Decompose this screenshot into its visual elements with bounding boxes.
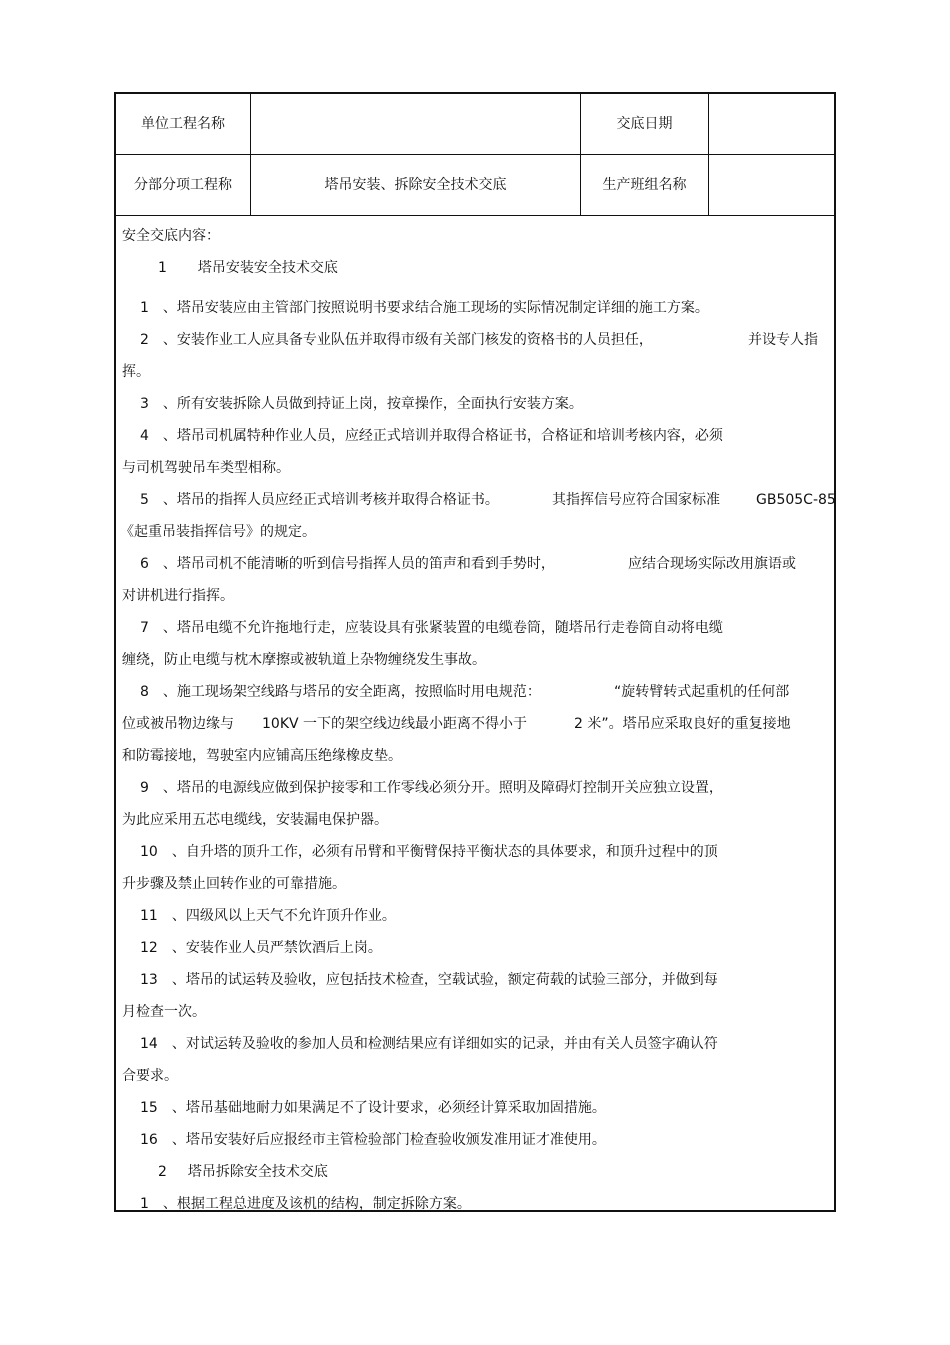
list-item: 4 、塔吊司机属特种作业人员，应经正式培训并取得合格证书，合格证和培训考核内容，必须 bbox=[140, 428, 723, 444]
list-item: 2 米”。塔吊应采取良好的重复接地 bbox=[574, 716, 791, 732]
list-item: 2 、安装作业工人应具备专业队伍并取得市级有关部门核发的资格书的人员担任， bbox=[140, 332, 653, 348]
list-item: 对讲机进行指挥。 bbox=[122, 588, 234, 604]
list-item: 其指挥信号应符合国家标准 bbox=[552, 492, 720, 508]
section-1-heading bbox=[158, 258, 338, 278]
list-item: 缠绕，防止电缆与枕木摩擦或被轨道上杂物缠绕发生事故。 bbox=[122, 652, 486, 668]
list-item: 合要求。 bbox=[122, 1068, 178, 1084]
date-value bbox=[709, 94, 836, 154]
list-item: 挥。 bbox=[122, 364, 150, 380]
list-item: 6 、塔吊司机不能清晰的听到信号指挥人员的笛声和看到手势时， bbox=[140, 556, 555, 572]
unit-project-label: 单位工程名称 bbox=[141, 116, 225, 132]
list-item: 12 、安装作业人员严禁饮酒后上岗。 bbox=[140, 940, 382, 956]
list-item: 8 、施工现场架空线路与塔吊的安全距离，按照临时用电规范： bbox=[140, 684, 541, 700]
list-item: 升步骤及禁止回转作业的可靠措施。 bbox=[122, 876, 346, 892]
list-item: “旋转臂转式起重机的任何部 bbox=[614, 684, 790, 700]
list-item: 13 、塔吊的试运转及验收，应包括技术检查，空载试验，额定荷载的试验三部分，并做到每 bbox=[140, 972, 718, 988]
sub-project-label: 分部分项工程称 bbox=[134, 177, 232, 193]
list-item: 10 、自升塔的顶升工作，必须有吊臂和平衡臂保持平衡状态的具体要求，和顶升过程中的顶 bbox=[140, 844, 718, 860]
section-1-number: 1 bbox=[158, 260, 167, 276]
list-item: 9 、塔吊的电源线应做到保护接零和工作零线必须分开。照明及障碍灯控制开关应独立设置， bbox=[140, 780, 723, 796]
content-intro: 安全交底内容： bbox=[122, 228, 220, 244]
list-item: 1 、根据工程总进度及该机的结构，制定拆除方案。 bbox=[140, 1196, 471, 1212]
row-divider bbox=[116, 215, 834, 216]
list-item: 11 、四级风以上天气不允许顶升作业。 bbox=[140, 908, 396, 924]
list-item: 15 、塔吊基础地耐力如果满足不了设计要求，必须经计算采取加固措施。 bbox=[140, 1100, 606, 1116]
list-item: 与司机驾驶吊车类型相称。 bbox=[122, 460, 290, 476]
list-item: 《起重吊装指挥信号》的规定。 bbox=[120, 524, 316, 540]
section-2-heading bbox=[158, 1162, 328, 1182]
list-item: 3 、所有安装拆除人员做到持证上岗，按章操作，全面执行安装方案。 bbox=[140, 396, 583, 412]
section-2-title: 塔吊拆除安全技术交底 bbox=[187, 1164, 328, 1180]
list-item: 应结合现场实际改用旗语或 bbox=[628, 556, 796, 572]
list-item: 并设专人指 bbox=[748, 332, 818, 348]
unit-project-value bbox=[251, 94, 580, 154]
list-item: 10KV 一下的架空线边线最小距离不得小于 bbox=[262, 716, 528, 732]
section-1-title: 塔吊安装安全技术交底 bbox=[197, 260, 338, 276]
date-label: 交底日期 bbox=[616, 116, 673, 132]
list-item: 1 、塔吊安装应由主管部门按照说明书要求结合施工现场的实际情况制定详细的施工方案。 bbox=[140, 300, 709, 316]
list-item: 和防霉接地，驾驶室内应铺高压绝缘橡皮垫。 bbox=[122, 748, 402, 764]
list-item: 为此应采用五芯电缆线，安装漏电保护器。 bbox=[122, 812, 388, 828]
section-2-number: 2 bbox=[158, 1164, 167, 1180]
disclosure-form bbox=[114, 92, 836, 1212]
list-item: 14 、对试运转及验收的参加人员和检测结果应有详细如实的记录，并由有关人员签字确认符 bbox=[140, 1036, 718, 1052]
list-item: GB505C-85 bbox=[756, 492, 836, 508]
list-item: 16 、塔吊安装好后应报经市主管检验部门检查验收颁发准用证才准使用。 bbox=[140, 1132, 606, 1148]
list-item: 5 、塔吊的指挥人员应经正式培训考核并取得合格证书。 bbox=[140, 492, 499, 508]
list-item: 7 、塔吊电缆不允许拖地行走，应装设具有张紧装置的电缆卷筒，随塔吊行走卷筒自动将电缆 bbox=[140, 620, 723, 636]
team-value bbox=[709, 155, 836, 215]
sub-project-value: 塔吊安装、拆除安全技术交底 bbox=[324, 177, 507, 193]
list-item: 位或被吊物边缘与 bbox=[122, 716, 234, 732]
list-item: 月检查一次。 bbox=[122, 1004, 206, 1020]
team-label: 生产班组名称 bbox=[602, 177, 687, 193]
